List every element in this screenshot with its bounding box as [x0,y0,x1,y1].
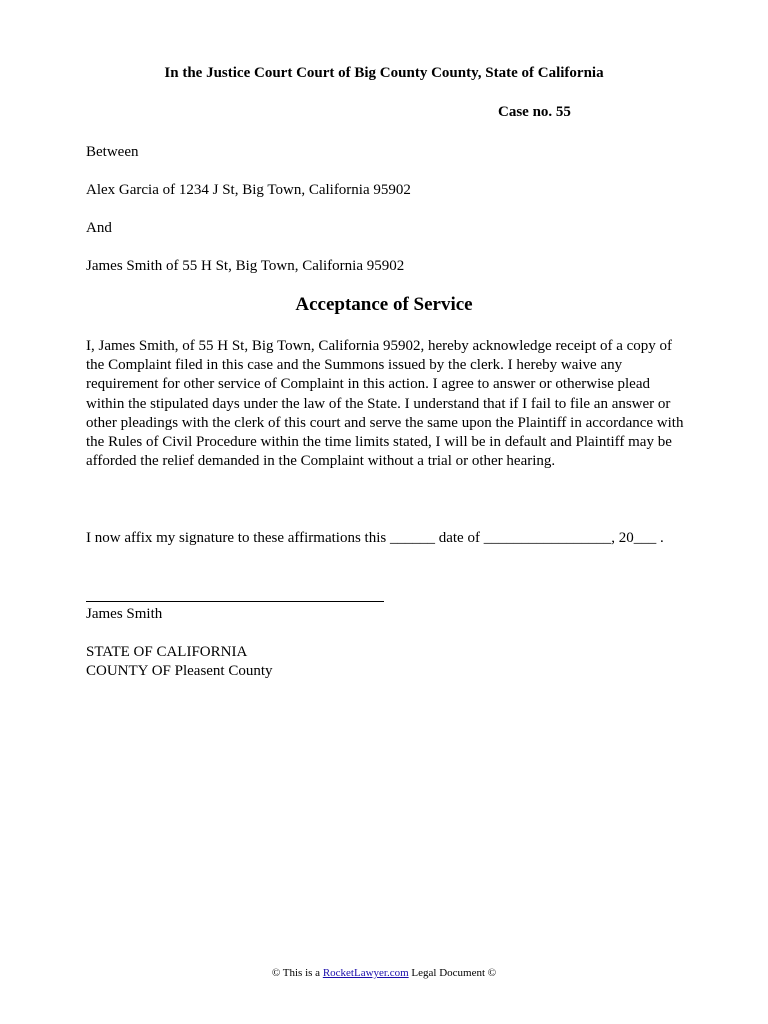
footer-prefix: © This is a [271,967,323,979]
court-heading: In the Justice Court Court of Big County County, State of California [164,65,604,81]
defendant-line: James Smith of 55 H St, Big Town, California 95902 [86,258,405,274]
affirmation-line: I now affix my signature to these affirmations this ______ date of _________________, 20___ . [86,530,664,546]
footer [0,967,768,979]
signature-line [86,601,384,602]
county-label: COUNTY OF Pleasent County [86,663,273,679]
and-label: And [86,220,112,236]
footer-suffix: Legal Document © [408,967,497,979]
acknowledgement-paragraph: I, James Smith, of 55 H St, Big Town, California 95902, hereby acknowledge receipt of a copy of the Complaint filed in this case and the Summons issued by the clerk. I hereby waive any requirement for other service of Complaint in this action. I agree to answer or otherwise plead within the stipulated days under the law of the State. I understand that if I fail to file an answer or other pleadings with the clerk of this court and serve the same upon the Plaintiff in accordance with the Rules of Civil Procedure within the time limits stated, I will be in default and Plaintiff may be afforded the relief demanded in the Complaint without a trial or other hearing. [86,338,684,470]
document-title: Acceptance of Service [295,294,473,315]
rocketlawyer-link[interactable]: RocketLawyer.com [322,967,409,979]
state-label: STATE OF CALIFORNIA [86,644,248,660]
plaintiff-line: Alex Garcia of 1234 J St, Big Town, California 95902 [86,182,411,198]
case-number: Case no. 55 [498,104,571,120]
between-label: Between [86,144,139,160]
signer-name: James Smith [86,606,163,622]
